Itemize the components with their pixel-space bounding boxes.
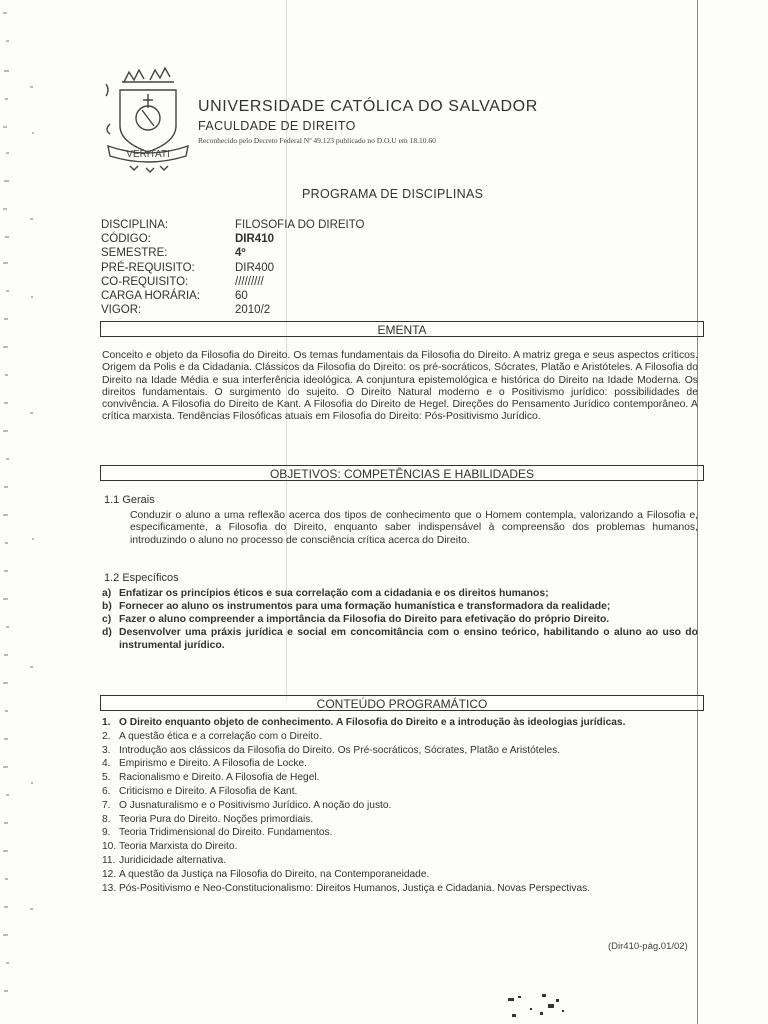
list-text: Teoria Tridimensional do Direito. Fundamentos. [119, 827, 333, 839]
list-item [102, 716, 698, 730]
list-item [102, 854, 698, 868]
info-label: VIGOR: [101, 304, 142, 317]
list-item [102, 799, 698, 813]
list-marker: c) [102, 614, 112, 626]
list-text: O Jusnaturalismo e o Positivismo Jurídico. A noção do justo. [119, 799, 392, 811]
list-text: Teoria Marxista do Direito. [119, 841, 238, 853]
info-value: FILOSOFIA DO DIREITO [235, 219, 365, 231]
info-row-co-requisito [101, 275, 365, 289]
info-label: CARGA HORÁRIA: [101, 289, 201, 302]
list-marker: d) [102, 627, 112, 639]
page-reference: (Dir410-pág.01/02) [608, 941, 688, 952]
info-label: DISCIPLINA: [101, 219, 169, 231]
list-item [102, 813, 698, 827]
university-name: UNIVERSIDADE CATÓLICA DO SALVADOR [198, 98, 538, 115]
info-row-pre-requisito [101, 261, 365, 275]
list-marker: 6. [102, 785, 111, 797]
objetivos-especificos-title: 1.2 Específicos [104, 572, 179, 584]
list-marker: 13. [102, 882, 117, 894]
list-text: O Direito enquanto objeto de conhecimento. A Filosofia do Direito e a introdução às ideologias jurídicas. [119, 717, 626, 728]
list-text: Empirismo e Direito. A Filosofia de Locke. [119, 758, 307, 770]
info-value: ///////// [235, 275, 264, 288]
list-item [102, 757, 698, 771]
list-item [102, 868, 698, 882]
list-text: Racionalismo e Direito. A Filosofia de Hegel. [119, 772, 320, 784]
list-item [102, 614, 698, 627]
info-row-codigo [101, 232, 365, 246]
list-text: Juridicidade alternativa. [119, 854, 227, 866]
list-marker: 10. [102, 841, 117, 853]
objetivos-especificos-list [102, 588, 698, 653]
info-value: 2010/2 [235, 304, 271, 317]
list-marker: a) [102, 588, 112, 599]
conteudo-programatico-list [102, 716, 698, 895]
info-label: PRÉ-REQUISITO: [101, 261, 195, 274]
info-label: SEMESTRE: [101, 247, 168, 260]
list-item [102, 826, 698, 840]
list-marker: 12. [102, 868, 117, 880]
list-text: Fornecer ao aluno os instrumentos para uma formação humanística e transformadora da realidade; [119, 601, 611, 613]
list-text: A questão ética e a correlação com o Direito. [119, 730, 322, 742]
list-item [102, 627, 698, 652]
info-label: CO-REQUISITO: [101, 275, 189, 288]
info-row-carga-horaria [101, 289, 365, 303]
list-text: Criticismo e Direito. A Filosofia de Kant. [119, 785, 298, 797]
objetivos-gerais-text: Conduzir o aluno a uma reflexão acerca dos tipos de conhecimento que o Homem contempla, valorizando a Filosofia e, especificamente, a Filosofia do Direito, enquanto saber indispensável à compreensão dos problemas humanos, introduzindo o aluno no processo de consciência crítica acerca do Direito. [130, 510, 698, 546]
list-text: Teoria Pura do Direito. Noções primordiais. [119, 813, 314, 825]
binding-edge-marks [0, 0, 40, 1024]
list-text: Pós-Positivismo e Neo-Constitucionalismo: Direitos Humanos, Justiça e Cidadania. Novas Perspectivas. [119, 882, 591, 894]
list-marker: 5. [102, 772, 111, 784]
list-item [102, 840, 698, 854]
university-crest-logo [100, 64, 194, 176]
list-marker: 1. [102, 717, 111, 728]
scan-specks [500, 990, 620, 1024]
info-label: CÓDIGO: [101, 233, 151, 246]
faculty-name: FACULDADE DE DIREITO [198, 119, 356, 133]
list-item [102, 588, 698, 601]
list-marker: 4. [102, 758, 111, 770]
list-marker: 2. [102, 730, 111, 742]
objetivos-gerais-title: 1.1 Gerais [104, 494, 155, 506]
course-info-block [101, 218, 365, 317]
list-item [102, 882, 698, 896]
ementa-text: Conceito e objeto da Filosofia do Direito. Os temas fundamentais da Filosofia do Direito. A matriz grega e seus aspectos críticos. Origem da Polis e da Cidadania. Clássicos da Filosofia do Direito: os pré-socráticos, Sócrates, Platão e Aristóteles. A Filosofia do Direito na Idade Média e sua interferência ideológica. A conjuntura epistemológica e histórica do Direito na Idade Moderna. Os direitos fundamentais. O surgimento do sujeito. O Direito Natural moderno e o Positivismo jurídico: possibilidades de convivência. A Filosofia do Direito de Kant. A Filosofia do Direito de Hegel. Direções do Pensamento Jurídico contemporâneo. A crítica marxista. Tendências Filosóficas atuais em Filosofia do Direito: Pós-Positivismo Jurídico. [102, 350, 698, 423]
info-row-disciplina [101, 218, 365, 232]
list-text: Introdução aos clássicos da Filosofia do Direito. Os Pré-socráticos, Sócrates, Platão e Aristóteles. [119, 744, 561, 756]
list-marker: 11. [102, 854, 116, 866]
list-item [102, 601, 698, 614]
info-row-vigor [101, 303, 365, 317]
list-marker: 8. [102, 813, 111, 825]
list-marker: 9. [102, 827, 111, 839]
list-item [102, 785, 698, 799]
info-value: 4º [235, 247, 246, 260]
section-heading-objetivos: OBJETIVOS: COMPETÊNCIAS E HABILIDADES [100, 465, 704, 481]
info-value: 60 [235, 289, 248, 302]
info-value: DIR410 [235, 233, 274, 246]
list-item [102, 771, 698, 785]
list-marker: 7. [102, 799, 111, 811]
document-title: PROGRAMA DE DISCIPLINAS [302, 187, 484, 201]
list-text: Desenvolver uma práxis jurídica e social em concomitância com o ensino teórico, habilitando o aluno ao uso do instrumental jurídico. [119, 627, 698, 651]
list-item [102, 730, 698, 744]
recognition-decree: Reconhecido pelo Decreto Federal Nº 49.123 publicado no D.O.U em 18.10.60 [198, 136, 436, 145]
section-heading-conteudo: CONTEÚDO PROGRAMÁTICO [100, 695, 704, 711]
list-text: A questão da Justiça na Filosofia do Direito, na Contemporaneidade. [119, 868, 430, 880]
list-text: Fazer o aluno compreender a importância da Filosofia do Direito para efetivação do próprio Direito. [119, 614, 610, 626]
svg-text:VERITATI: VERITATI [126, 149, 170, 160]
section-heading-ementa: EMENTA [100, 321, 704, 337]
list-item [102, 744, 698, 758]
list-marker: 3. [102, 744, 111, 756]
info-row-semestre [101, 246, 365, 260]
list-text: Enfatizar os princípios éticos e sua correlação com a cidadania e os direitos humanos; [119, 588, 549, 599]
info-value: DIR400 [235, 261, 274, 274]
list-marker: b) [102, 601, 112, 613]
